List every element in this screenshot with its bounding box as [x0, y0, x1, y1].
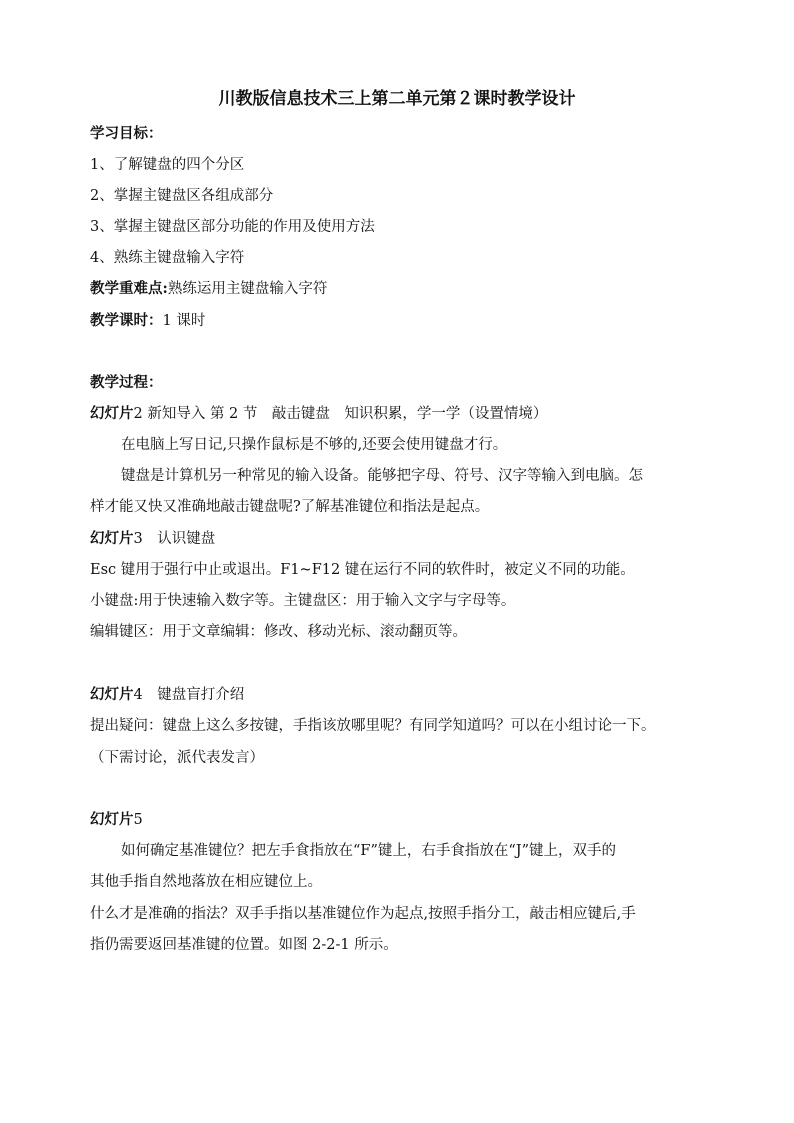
objective-item-3: 3、掌握主键盘区部分功能的作用及使用方法	[90, 219, 375, 235]
document-title: 川教版信息技术三上第二单元第２课时教学设计	[218, 89, 576, 109]
slide-4-text: 4 键盘盲打介绍	[133, 687, 245, 703]
class-hours	[90, 311, 205, 331]
slide-5-paragraph-1-line-1: 如何确定基准键位？把左手食指放在“F”键上，右手食指放在“J”键上，双手的	[121, 843, 617, 859]
slide-3-line-2: 小键盘:用于快速输入数字等。主键盘区：用于输入文字与字母等。	[90, 593, 516, 609]
slide-3-text: 3 认识键盘	[133, 531, 216, 547]
class-hours-text: 1 课时	[162, 313, 206, 329]
slide-3-line-1: Esc 键用于强行中止或退出。F1~F12 键在运行不同的软件时，被定义不同的功能。	[90, 562, 635, 578]
objective-item-2: 2、掌握主键盘区各组成部分	[90, 188, 274, 204]
slide-2-paragraph-2-line-1: 键盘是计算机另一种常见的输入设备。能够把字母、符号、汉字等输入到电脑。怎	[121, 468, 643, 484]
objectives-heading: 学习目标：	[90, 125, 163, 142]
slide-2-paragraph-2-line-2: 样才能又快又准确地敲击键盘呢?了解基准键位和指法是起点。	[90, 499, 490, 515]
objective-item-4: 4、熟练主键盘输入字符	[90, 250, 245, 266]
slide-3-heading	[90, 529, 215, 549]
slide-4-line-2: （下需讨论，派代表发言）	[90, 750, 264, 766]
slide-5-label: 幻灯片	[90, 811, 134, 828]
slide-5-paragraph-2-line-1: 什么才是准确的指法？双手手指以基准键位作为起点,按照手指分工，敲击相应键后,手	[90, 906, 636, 922]
slide-5-paragraph-1-line-2: 其他手指自然地落放在相应键位上。	[90, 874, 322, 890]
objective-item-1: 1、了解键盘的四个分区	[90, 157, 245, 173]
class-hours-label: 教学课时：	[90, 312, 163, 329]
slide-4-line-1: 提出疑问：键盘上这么多按键，手指该放哪里呢？有同学知道吗？可以在小组讨论一下。	[90, 718, 656, 734]
slide-4-label: 幻灯片	[90, 686, 134, 703]
slide-2-heading	[90, 404, 547, 424]
slide-4-heading	[90, 685, 244, 705]
slide-5-text: 5	[133, 812, 143, 828]
slide-2-paragraph-1: 在电脑上写日记,只操作鼠标是不够的,还要会使用键盘才行。	[121, 437, 508, 453]
key-points-text: 熟练运用主键盘输入字符	[167, 281, 328, 297]
slide-2-text: 2 新知导入 第 2 节 敲击键盘 知识积累，学一学（设置情境）	[133, 406, 548, 422]
slide-2-label: 幻灯片	[90, 405, 134, 422]
key-points	[90, 279, 327, 299]
slide-5-paragraph-2-line-2: 指仍需要返回基准键的位置。如图 2-2-1 所示。	[90, 937, 398, 953]
key-points-label: 教学重难点:	[90, 280, 168, 297]
slide-3-line-3: 编辑键区：用于文章编辑：修改、移动光标、滚动翻页等。	[90, 624, 467, 640]
slide-3-label: 幻灯片	[90, 530, 134, 547]
process-heading: 教学过程：	[90, 374, 163, 391]
slide-5-heading	[90, 810, 143, 830]
